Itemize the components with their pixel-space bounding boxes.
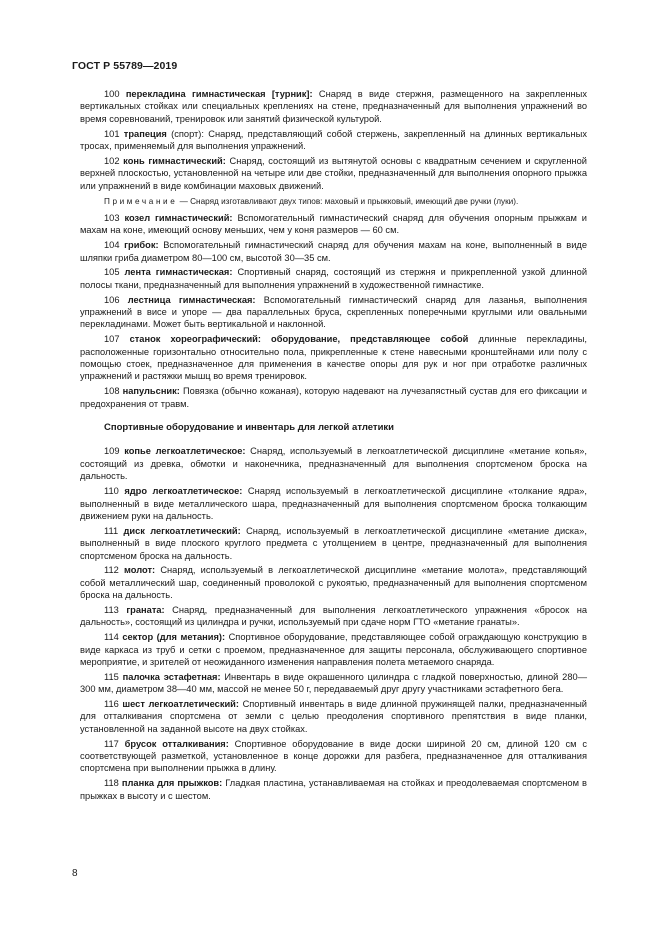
term-number: 102 — [104, 155, 120, 166]
term-title: шест легкоатлетический: — [122, 698, 239, 709]
term-number: 114 — [104, 632, 119, 643]
term-title: планка для прыжков: — [121, 778, 223, 789]
page-number: 8 — [72, 868, 78, 879]
term-number: 111 — [104, 525, 119, 536]
term-number: 113 — [104, 604, 119, 615]
term-entry — [80, 212, 587, 237]
term-entry — [80, 239, 587, 264]
term-title: козел гимнастический: — [124, 213, 233, 224]
term-entry — [80, 128, 587, 153]
term-number: 115 — [104, 671, 119, 682]
term-entry — [80, 604, 587, 629]
term-title: брусок отталкивания: — [124, 738, 229, 749]
term-number: 108 — [104, 386, 120, 397]
term-title: трапеция — [123, 128, 167, 139]
term-entry — [80, 88, 587, 125]
term-entry — [80, 333, 587, 383]
term-entry — [80, 385, 587, 410]
term-number: 103 — [104, 213, 120, 224]
note-text: — Снаряд изготавливают двух типов: маховый и прыжковый, имеющий две ручки (луки). — [179, 197, 519, 207]
term-title: молот: — [124, 565, 156, 576]
term-number: 106 — [104, 294, 120, 305]
term-title: копье легкоатлетическое: — [124, 446, 246, 457]
document-body — [80, 88, 587, 804]
term-definition: Снаряд, предназначенный для выполнения легкоатлетического упражнения «бросок на дальность», состоящий из цилиндра и ручки, используемый при сдаче норм ГТО «метание гранаты». — [80, 604, 587, 628]
term-title: грибок: — [124, 240, 159, 251]
term-definition: Вспомогательный гимнастический снаряд для обучения опорным прыжкам и махам на коне, имеющий основу меньших, чем у коня размеров — 60 см. — [80, 213, 587, 236]
term-number: 100 — [104, 89, 120, 99]
term-entry — [80, 485, 587, 522]
term-entry — [80, 698, 587, 735]
note-paragraph — [80, 196, 587, 207]
term-list-gymnastics-continued — [80, 212, 587, 410]
term-number: 118 — [104, 778, 119, 789]
term-title: ядро легкоатлетическое: — [124, 486, 243, 497]
term-list-athletics — [80, 445, 587, 801]
term-title: станок хореографический: оборудование, представляющее собой — [129, 334, 469, 345]
term-definition: (спорт): Снаряд, представляющий собой стержень, закрепленный на длинных вертикальных тросах, применяемый для выполнения упражнений. — [80, 128, 587, 152]
term-definition: длинные перекладины, расположенные горизонтально относительно пола, прикрепленные к стене навесными кронштейнами или полу с помощью стоек, предназначенное для применения в качестве опоры для рук и ног при отработке различных упражнений и растяжки мышц во время тренировок. — [80, 334, 587, 382]
term-title: сектор (для метания): — [122, 632, 226, 643]
term-number: 117 — [104, 738, 119, 749]
note-label: Примечание — [104, 197, 178, 207]
term-definition: Снаряд, используемый в легкоатлетической дисциплине «метание копья», состоящий из древка, обмотки и наконечника, предназначенный для выполнения спортсменом броска на дальность. — [80, 446, 587, 482]
term-definition: Инвентарь в виде окрашенного цилиндра с гладкой поверхностью, длиной 280—300 мм, диаметром 38—40 мм, массой не менее 50 г, передаваемый друг другу участниками эстафетного бега. — [80, 671, 587, 695]
term-number: 116 — [104, 698, 119, 709]
term-definition: Вспомогательный гимнастический снаряд для обучения махам на коне, выполненный в виде шляпки гриба диаметром 80—100 см, высотой 30—35 см. — [80, 240, 587, 263]
term-number: 101 — [104, 128, 120, 139]
section-heading: Спортивные оборудование и инвентарь для легкой атлетики — [104, 422, 395, 434]
term-title: перекладина гимнастическая [турник]: — [125, 89, 313, 99]
term-title: лента гимнастическая: — [124, 267, 233, 278]
term-entry — [80, 564, 587, 601]
term-title: палочка эстафетная: — [122, 671, 221, 682]
term-number: 107 — [104, 334, 120, 345]
term-definition: Снаряд в виде стержня, размещенного на закрепленных вертикальных стойках или специальных креплениях на стене, предназначенный для выполнения упражнений во время соревнований, тренировок или занятий физической культурой. — [80, 89, 587, 124]
term-definition: Снаряд используемый в легкоатлетической дисциплине «толкание ядра», выполненный в виде металлического шара, предназначенный для выполнения спортсменом броска толкающим движением руки на дальность. — [80, 486, 587, 521]
term-number: 110 — [104, 486, 119, 497]
term-definition: Снаряд, состоящий из вытянутой основы с квадратным сечением и скругленной верхней плоскостью, установленной на четыре или две стойки, предназначенный для выполнения опорного прыжка или упражнений в виде комбинации маховых движений. — [80, 155, 588, 191]
term-number: 105 — [104, 267, 120, 278]
term-entry — [80, 445, 587, 482]
term-number: 112 — [104, 565, 119, 576]
term-entry — [80, 777, 587, 802]
term-entry — [80, 671, 587, 696]
term-definition: Повязка (обычно кожаная), которую надевают на лучезапястный сустав для его фиксации и предохранения от травм. — [80, 386, 587, 409]
term-definition: Спортивный снаряд, состоящий из стержня и прикрепленной узкой длинной полосы ткани, предназначенный для выполнения упражнений в художественной гимнастике. — [80, 267, 588, 290]
term-definition: Спортивное оборудование в виде доски шириной 20 см, длиной 120 см с соответствующей разметкой, установленное в конце дорожки для разбега, предназначенное для отталкивания спортсмена при выполнении прыжка в длину. — [80, 738, 587, 774]
term-number: 109 — [104, 446, 120, 457]
term-number: 104 — [104, 240, 120, 251]
term-definition: Снаряд, используемый в легкоатлетической дисциплине «метание молота», представляющий собой металлический шар, соединенный проволокой с рукоятью, предназначенный для выполнения спортсменом броска на дальность. — [80, 565, 587, 601]
term-definition: Вспомогательный гимнастический снаряд для лазанья, выполнения упражнений в висе и упоре — два параллельных бруса, скрепленных поперечными круглыми или овальными перекладинами. Может быть вертикальной и наклонной. — [80, 294, 588, 330]
term-title: напульсник: — [122, 386, 180, 397]
term-title: диск легкоатлетический: — [123, 525, 241, 536]
term-definition: Снаряд, используемый в легкоатлетической дисциплине «метание диска», выполненный в виде плоского круглого предмета с утолщением в центре, предназначенный для выполнения спортсменом броска на дальность. — [80, 525, 587, 561]
term-entry — [80, 738, 587, 775]
term-entry — [80, 631, 587, 668]
term-title: конь гимнастический: — [123, 155, 226, 166]
term-entry — [80, 155, 587, 192]
term-definition: Спортивное оборудование, представляющее собой ограждающую конструкцию в виде каркаса из труб и сетки с проемом, предназначенное для защиты персонала, обслуживающего спортивное мероприятие, и зрителей от неожиданного изменения направления полета метаемого снаряда. — [80, 632, 587, 667]
term-entry — [80, 525, 587, 562]
document-header: ГОСТ Р 55789—2019 — [72, 60, 178, 72]
term-definition: Спортивный инвентарь в виде длинной пружинящей палки, предназначенный для отталкивания спортсмена от земли с целью преодоления спортивного препятствия в виде планки, установленной на заданной высоте на двух стойках. — [80, 698, 587, 734]
term-entry — [80, 294, 587, 331]
term-list-gymnastics — [80, 88, 587, 192]
term-title: лестница гимнастическая: — [127, 294, 256, 305]
term-title: граната: — [126, 604, 165, 615]
term-definition: Гладкая пластина, устанавливаемая на стойках и преодолеваемая спортсменом в прыжках в высоту и с шестом. — [80, 778, 587, 801]
term-entry — [80, 266, 587, 291]
